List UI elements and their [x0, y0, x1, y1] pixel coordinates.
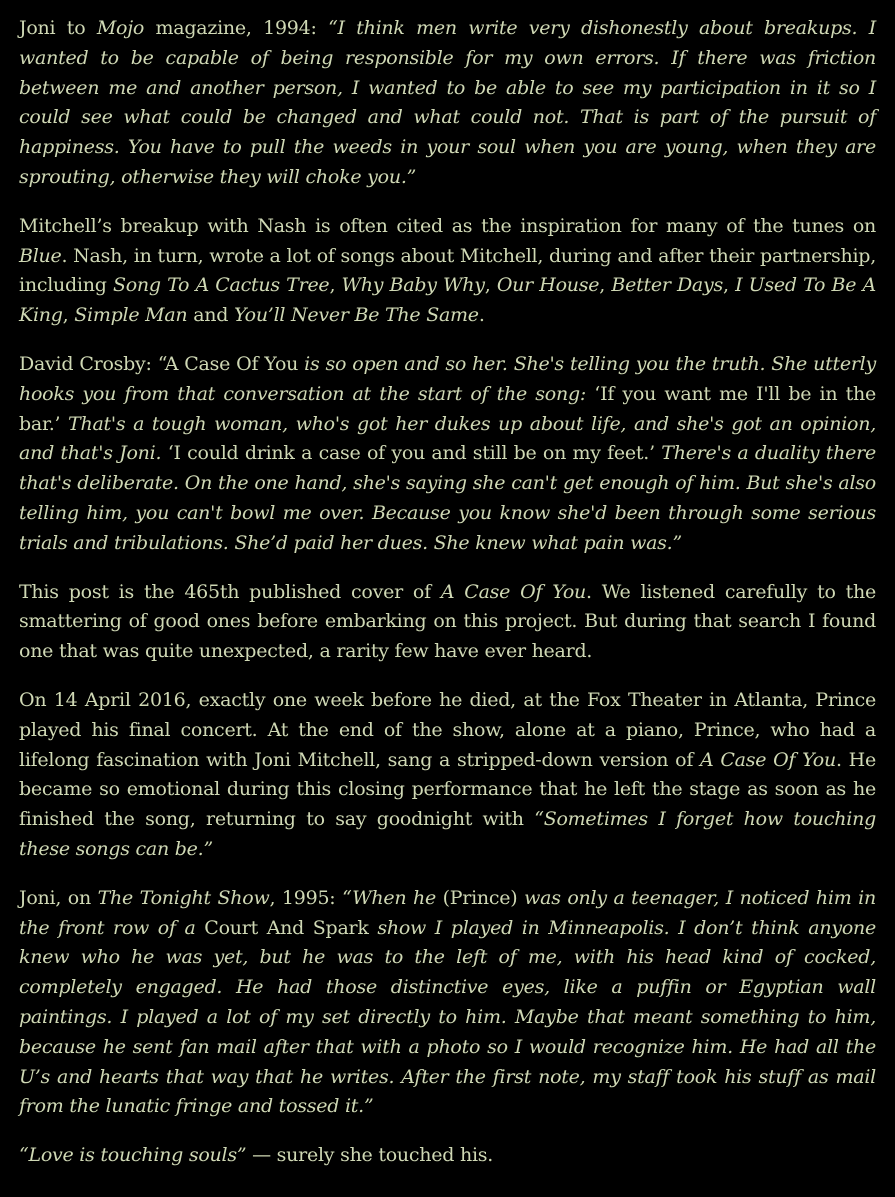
text-run: , 1995: — [269, 886, 343, 909]
text-run: . We listened carefully to the smattering of good ones before embarking on this project. But during that search I found one that was quite unexpected, a rarity few have ever heard. — [19, 580, 876, 663]
italic-text-run: Why Baby Why — [341, 274, 485, 297]
text-run: . Nash, in turn, wrote a lot of songs about Mitchell, during and after their partnership, including — [19, 244, 876, 297]
paragraph — [19, 884, 876, 1122]
italic-text-run: “When he — [342, 886, 443, 909]
italic-text-run: You’ll Never Be The Same — [233, 304, 479, 327]
text-run: magazine, 1994: — [144, 17, 329, 39]
italic-text-run: I Used To Be A King — [19, 274, 876, 327]
text-run: , — [62, 304, 75, 327]
paragraph — [19, 578, 876, 667]
text-run: , — [329, 274, 342, 297]
italic-text-run: Mojo — [96, 17, 145, 39]
text-run: Joni to — [19, 17, 97, 39]
text-run: , — [723, 274, 736, 297]
italic-text-run: A Case Of You — [700, 748, 836, 771]
text-run: , — [484, 274, 497, 297]
italic-text-run: The Tonight Show — [97, 886, 270, 909]
text-run: , — [599, 274, 612, 297]
text-run: . — [478, 304, 485, 327]
italic-text-run: Simple Man — [74, 304, 188, 327]
italic-text-run: “Love is touching souls” — [19, 1144, 247, 1167]
italic-text-run: There's a duality there that's deliberate. On the one hand, she's saying she can't get enough of him. But she's also telling him, you can't bowl me over. Because you know she'd been through some serious trials and tribulations. She’d paid her dues. She knew what pain was.” — [19, 442, 876, 554]
paragraph — [19, 212, 876, 331]
text-run: This post is the 465th published cover of — [19, 580, 441, 603]
text-run: — surely she touched his. — [246, 1144, 494, 1167]
italic-text-run: A Case Of You — [440, 580, 587, 603]
italic-text-run: “I think men write very dishonestly about breakups. I wanted to be capable of being responsible for my own errors. If there was friction between me and another person, I wanted to be able to see my participation in it so I could see what could be changed and what could not. That is part of the pursuit of happiness. You have to pull the weeds in your soul when you are young, when they are sprouting, otherwise they will choke you.” — [19, 17, 876, 188]
text-run: and — [187, 304, 234, 327]
text-run: Mitchell’s breakup with Nash is often cited as the inspiration for many of the tunes on — [19, 214, 876, 237]
text-run: ‘I could drink a case of you and still be on my feet.’ — [167, 442, 662, 465]
italic-text-run: That's a tough woman, who's got her dukes up about life, and she's got an opinion, and that's Joni. — [19, 412, 877, 465]
text-run: On 14 April 2016, exactly one week before he died, at the Fox Theater in Atlanta, Prince played his final concert. At the end of the show, alone at a piano, Prince, who had a lifelong fascination with Joni Mitchell, sang a stripped-down version of — [19, 688, 876, 771]
italic-text-run: Blue — [19, 244, 62, 267]
italic-text-run: is so open and so her. She's telling you the truth. She utterly hooks you from that conversation at the start of the song: — [19, 352, 876, 405]
italic-text-run: “Sometimes I forget how touching these songs can be.” — [19, 808, 876, 860]
italic-text-run: was only a teenager, I noticed him in the front row of a — [19, 886, 876, 939]
italic-text-run: show I played in Minneapolis. I don’t think anyone knew who he was yet, but he was to the left of me, with his head kind of cocked, completely engaged. He had those distinctive eyes, like a puffin or Egyptian wall paintings. I played a lot of my set directly to him. Maybe that meant something to him, because he sent fan mail after that with a photo so I would recognize him. He had all the U’s and hearts that way that he writes. After the first note, my staff took his stuff as mail from the lunatic fringe and tossed it.” — [19, 916, 876, 1118]
paragraph — [19, 14, 876, 193]
text-run: David Crosby: “A Case Of You — [19, 352, 305, 375]
text-run: . He became so emotional during this closing performance that he left the stage as soon as he finished the song, returning to say goodnight with — [19, 748, 876, 831]
italic-text-run: Better Days — [611, 274, 723, 297]
italic-text-run: Our House — [496, 274, 600, 297]
text-run: ‘If you want me I'll be in the bar.’ — [19, 382, 876, 435]
text-run: (Prince) — [442, 886, 525, 909]
paragraph — [19, 350, 876, 559]
italic-text-run: Song To A Cactus Tree — [112, 274, 330, 297]
text-run: Court And Spark — [204, 916, 378, 939]
paragraph — [19, 1141, 876, 1171]
paragraph — [19, 686, 876, 865]
text-run: Joni, on — [19, 886, 98, 909]
